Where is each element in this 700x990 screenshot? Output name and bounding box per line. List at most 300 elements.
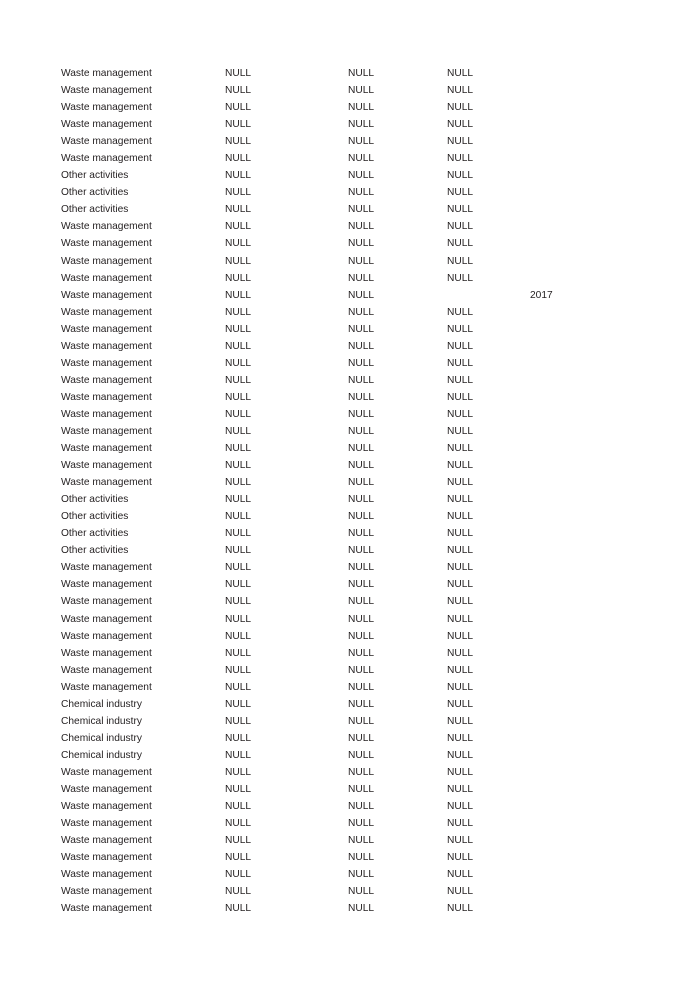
table-row[interactable]	[0, 253, 700, 270]
cell-value-2: NULL	[348, 136, 375, 148]
cell-value-4	[530, 372, 640, 389]
cell-value-2: NULL	[348, 408, 375, 420]
cell-value-2: NULL	[348, 119, 375, 131]
cell-value-2: NULL	[348, 528, 375, 540]
cell-value-2: NULL	[348, 340, 375, 352]
table-row[interactable]	[0, 866, 700, 883]
cell-value-2: NULL	[348, 511, 375, 523]
cell-spacer	[640, 525, 700, 542]
cell-value-4	[530, 218, 640, 235]
cell-value-2: NULL	[348, 255, 375, 267]
table-row[interactable]	[0, 423, 700, 440]
table-row[interactable]	[0, 474, 700, 491]
cell-category: Other activities	[61, 511, 129, 523]
table-row[interactable]	[0, 116, 700, 133]
cell-spacer	[640, 559, 700, 576]
cell-category: Waste management	[61, 340, 152, 352]
cell-spacer	[640, 474, 700, 491]
cell-spacer	[640, 576, 700, 593]
cell-value-3: NULL	[447, 170, 474, 182]
cell-value-3: NULL	[447, 596, 474, 608]
cell-spacer	[640, 849, 700, 866]
cell-spacer	[640, 781, 700, 798]
cell-category: Waste management	[61, 102, 152, 114]
cell-value-2: NULL	[348, 596, 375, 608]
cell-value-1: NULL	[225, 477, 252, 489]
cell-value-2: NULL	[348, 903, 375, 915]
cell-category: Other activities	[61, 545, 129, 557]
cell-value-1: NULL	[225, 238, 252, 250]
cell-value-3: NULL	[447, 715, 474, 727]
cell-spacer	[640, 798, 700, 815]
cell-category: Waste management	[61, 579, 152, 591]
data-table	[0, 65, 700, 917]
cell-value-4	[530, 491, 640, 508]
cell-spacer	[640, 883, 700, 900]
table-row[interactable]	[0, 82, 700, 99]
table-row[interactable]	[0, 235, 700, 252]
cell-value-2: NULL	[348, 153, 375, 165]
cell-value-2: NULL	[348, 801, 375, 813]
cell-spacer	[640, 65, 700, 82]
cell-value-3: NULL	[447, 255, 474, 267]
cell-value-4	[530, 99, 640, 116]
cell-spacer	[640, 542, 700, 559]
cell-value-3: NULL	[447, 801, 474, 813]
cell-value-4	[530, 525, 640, 542]
cell-value-4	[530, 628, 640, 645]
cell-category: Waste management	[61, 136, 152, 148]
cell-category: Waste management	[61, 613, 152, 625]
cell-category: Waste management	[61, 289, 152, 301]
cell-spacer	[640, 338, 700, 355]
cell-value-4	[530, 508, 640, 525]
cell-category: Waste management	[61, 766, 152, 778]
table-row[interactable]	[0, 440, 700, 457]
cell-spacer	[640, 457, 700, 474]
cell-value-1: NULL	[225, 818, 252, 830]
cell-spacer	[640, 218, 700, 235]
cell-spacer	[640, 389, 700, 406]
cell-value-4	[530, 184, 640, 201]
cell-value-3: NULL	[447, 681, 474, 693]
cell-value-4	[530, 167, 640, 184]
table-row[interactable]	[0, 287, 700, 304]
cell-category: Waste management	[61, 562, 152, 574]
cell-category: Waste management	[61, 425, 152, 437]
cell-value-4	[530, 235, 640, 252]
cell-spacer	[640, 628, 700, 645]
cell-category: Waste management	[61, 119, 152, 131]
cell-spacer	[640, 184, 700, 201]
cell-category: Waste management	[61, 391, 152, 403]
cell-value-3: NULL	[447, 562, 474, 574]
cell-value-2: NULL	[348, 238, 375, 250]
table-row[interactable]	[0, 781, 700, 798]
cell-spacer	[640, 900, 700, 917]
table-row[interactable]	[0, 218, 700, 235]
table-row[interactable]	[0, 747, 700, 764]
cell-category: Chemical industry	[61, 732, 142, 744]
table-row[interactable]	[0, 372, 700, 389]
table-row[interactable]	[0, 99, 700, 116]
cell-category: Chemical industry	[61, 698, 142, 710]
cell-category: Waste management	[61, 886, 152, 898]
cell-value-2: NULL	[348, 835, 375, 847]
cell-value-2: NULL	[348, 886, 375, 898]
cell-value-3: NULL	[447, 835, 474, 847]
cell-category: Waste management	[61, 323, 152, 335]
cell-value-1: NULL	[225, 715, 252, 727]
cell-category: Chemical industry	[61, 715, 142, 727]
table-row[interactable]	[0, 355, 700, 372]
cell-spacer	[640, 253, 700, 270]
cell-category: Waste management	[61, 357, 152, 369]
cell-spacer	[640, 696, 700, 713]
cell-value-2: NULL	[348, 425, 375, 437]
cell-value-2: NULL	[348, 170, 375, 182]
table-row[interactable]	[0, 491, 700, 508]
cell-value-4	[530, 781, 640, 798]
cell-value-4	[530, 798, 640, 815]
cell-spacer	[640, 866, 700, 883]
cell-value-2: NULL	[348, 102, 375, 114]
cell-category: Waste management	[61, 681, 152, 693]
cell-value-2: NULL	[348, 460, 375, 472]
table-row[interactable]	[0, 167, 700, 184]
cell-value-1: NULL	[225, 289, 252, 301]
cell-value-4	[530, 423, 640, 440]
table-row[interactable]	[0, 338, 700, 355]
cell-value-1: NULL	[225, 408, 252, 420]
cell-value-1: NULL	[225, 579, 252, 591]
cell-value-4	[530, 593, 640, 610]
cell-value-3: NULL	[447, 306, 474, 318]
cell-value-4	[530, 866, 640, 883]
cell-value-1: NULL	[225, 562, 252, 574]
cell-value-3: NULL	[447, 579, 474, 591]
table-row[interactable]	[0, 662, 700, 679]
cell-category: Other activities	[61, 187, 129, 199]
table-row[interactable]	[0, 525, 700, 542]
cell-category: Waste management	[61, 835, 152, 847]
cell-value-2: NULL	[348, 630, 375, 642]
cell-value-4	[530, 764, 640, 781]
table-row[interactable]	[0, 406, 700, 423]
cell-category: Waste management	[61, 460, 152, 472]
table-row[interactable]	[0, 815, 700, 832]
cell-value-3: NULL	[447, 204, 474, 216]
cell-value-1: NULL	[225, 511, 252, 523]
cell-value-2: NULL	[348, 374, 375, 386]
cell-category: Chemical industry	[61, 749, 142, 761]
cell-value-1: NULL	[225, 732, 252, 744]
cell-category: Waste management	[61, 85, 152, 97]
cell-value-2: NULL	[348, 698, 375, 710]
cell-value-1: NULL	[225, 443, 252, 455]
table-row[interactable]	[0, 559, 700, 576]
table-row[interactable]	[0, 730, 700, 747]
cell-value-1: NULL	[225, 749, 252, 761]
cell-spacer	[640, 355, 700, 372]
cell-category: Waste management	[61, 306, 152, 318]
cell-value-4	[530, 883, 640, 900]
cell-value-3: NULL	[447, 664, 474, 676]
cell-value-4	[530, 82, 640, 99]
table-row[interactable]	[0, 798, 700, 815]
cell-spacer	[640, 423, 700, 440]
cell-value-1: NULL	[225, 340, 252, 352]
table-row[interactable]	[0, 900, 700, 917]
cell-category: Waste management	[61, 630, 152, 642]
cell-value-1: NULL	[225, 783, 252, 795]
cell-spacer	[640, 713, 700, 730]
cell-spacer	[640, 235, 700, 252]
cell-value-3: NULL	[447, 545, 474, 557]
cell-value-2: NULL	[348, 664, 375, 676]
cell-category: Waste management	[61, 801, 152, 813]
cell-value-3: NULL	[447, 323, 474, 335]
table-row[interactable]	[0, 201, 700, 218]
cell-value-3: NULL	[447, 494, 474, 506]
cell-category: Other activities	[61, 204, 129, 216]
cell-value-2: NULL	[348, 766, 375, 778]
cell-category: Waste management	[61, 818, 152, 830]
cell-value-4	[530, 304, 640, 321]
cell-spacer	[640, 730, 700, 747]
cell-value-3	[447, 287, 530, 304]
cell-value-1: NULL	[225, 545, 252, 557]
cell-value-1: NULL	[225, 869, 252, 881]
cell-value-4	[530, 730, 640, 747]
cell-value-4	[530, 815, 640, 832]
cell-category: Other activities	[61, 528, 129, 540]
cell-value-1: NULL	[225, 323, 252, 335]
cell-value-2: NULL	[348, 187, 375, 199]
table-row[interactable]	[0, 184, 700, 201]
cell-value-3: NULL	[447, 477, 474, 489]
cell-spacer	[640, 645, 700, 662]
cell-value-1: NULL	[225, 647, 252, 659]
cell-value-2: NULL	[348, 289, 375, 301]
cell-category: Waste management	[61, 852, 152, 864]
table-row[interactable]	[0, 304, 700, 321]
cell-value-2: NULL	[348, 221, 375, 233]
cell-spacer	[640, 150, 700, 167]
cell-spacer	[640, 82, 700, 99]
table-row[interactable]	[0, 764, 700, 781]
cell-value-3: NULL	[447, 613, 474, 625]
table-row[interactable]	[0, 679, 700, 696]
cell-category: Waste management	[61, 869, 152, 881]
cell-category: Other activities	[61, 170, 129, 182]
cell-value-3: NULL	[447, 903, 474, 915]
cell-category: Waste management	[61, 647, 152, 659]
table-row[interactable]	[0, 389, 700, 406]
table-row[interactable]	[0, 321, 700, 338]
cell-spacer	[640, 815, 700, 832]
table-row[interactable]	[0, 150, 700, 167]
cell-category: Waste management	[61, 903, 152, 915]
table-row[interactable]	[0, 576, 700, 593]
cell-value-4	[530, 474, 640, 491]
cell-value-4	[530, 321, 640, 338]
cell-value-1: NULL	[225, 85, 252, 97]
cell-value-4	[530, 253, 640, 270]
cell-value-1: NULL	[225, 528, 252, 540]
cell-value-4	[530, 576, 640, 593]
cell-spacer	[640, 270, 700, 287]
cell-value-3: NULL	[447, 357, 474, 369]
cell-category: Waste management	[61, 238, 152, 250]
cell-value-3: NULL	[447, 460, 474, 472]
cell-value-4	[530, 747, 640, 764]
cell-value-3: NULL	[447, 852, 474, 864]
cell-value-3: NULL	[447, 187, 474, 199]
cell-value-2: NULL	[348, 357, 375, 369]
cell-spacer	[640, 167, 700, 184]
cell-value-1: NULL	[225, 613, 252, 625]
cell-spacer	[640, 116, 700, 133]
cell-value-3: NULL	[447, 136, 474, 148]
cell-value-1: NULL	[225, 255, 252, 267]
cell-value-4	[530, 696, 640, 713]
table-row[interactable]	[0, 645, 700, 662]
data-table-body	[0, 65, 700, 917]
cell-value-1: NULL	[225, 272, 252, 284]
cell-value-4	[530, 713, 640, 730]
cell-value-4	[530, 150, 640, 167]
cell-value-3: NULL	[447, 511, 474, 523]
cell-value-4	[530, 542, 640, 559]
cell-spacer	[640, 201, 700, 218]
cell-value-2: NULL	[348, 562, 375, 574]
cell-spacer	[640, 832, 700, 849]
table-row[interactable]	[0, 628, 700, 645]
cell-value-1: NULL	[225, 136, 252, 148]
cell-value-1: NULL	[225, 357, 252, 369]
cell-value-1: NULL	[225, 187, 252, 199]
cell-spacer	[640, 679, 700, 696]
cell-value-2: NULL	[348, 852, 375, 864]
cell-value-1: NULL	[225, 852, 252, 864]
cell-value-3: NULL	[447, 153, 474, 165]
table-row[interactable]	[0, 593, 700, 610]
cell-value-1: NULL	[225, 204, 252, 216]
table-row[interactable]	[0, 457, 700, 474]
cell-value-1: NULL	[225, 698, 252, 710]
cell-value-3: NULL	[447, 68, 474, 79]
table-row[interactable]	[0, 133, 700, 150]
cell-value-3: NULL	[447, 869, 474, 881]
cell-value-2: NULL	[348, 306, 375, 318]
table-row[interactable]	[0, 713, 700, 730]
cell-value-3: NULL	[447, 630, 474, 642]
cell-value-1: NULL	[225, 306, 252, 318]
cell-value-3: NULL	[447, 886, 474, 898]
cell-value-4	[530, 832, 640, 849]
cell-value-4	[530, 116, 640, 133]
cell-value-3: NULL	[447, 102, 474, 114]
cell-value-1: NULL	[225, 102, 252, 114]
cell-value-4	[530, 645, 640, 662]
cell-value-3: NULL	[447, 698, 474, 710]
cell-value-2: NULL	[348, 647, 375, 659]
cell-value-1: NULL	[225, 221, 252, 233]
cell-value-3: NULL	[447, 408, 474, 420]
cell-value-1: NULL	[225, 494, 252, 506]
table-row[interactable]	[0, 883, 700, 900]
cell-value-1: NULL	[225, 630, 252, 642]
cell-value-1: NULL	[225, 460, 252, 472]
cell-value-1: NULL	[225, 391, 252, 403]
table-row[interactable]	[0, 65, 700, 82]
cell-value-3: NULL	[447, 647, 474, 659]
cell-value-3: NULL	[447, 221, 474, 233]
cell-value-2: NULL	[348, 715, 375, 727]
cell-category: Waste management	[61, 153, 152, 165]
cell-value-2: NULL	[348, 494, 375, 506]
cell-spacer	[640, 287, 700, 304]
table-row[interactable]	[0, 542, 700, 559]
cell-value-3: NULL	[447, 425, 474, 437]
table-row[interactable]	[0, 696, 700, 713]
cell-value-2: NULL	[348, 443, 375, 455]
cell-value-3: NULL	[447, 391, 474, 403]
cell-value-1: NULL	[225, 801, 252, 813]
cell-spacer	[640, 764, 700, 781]
cell-spacer	[640, 508, 700, 525]
cell-spacer	[640, 747, 700, 764]
cell-spacer	[640, 440, 700, 457]
cell-value-3: NULL	[447, 783, 474, 795]
cell-value-2: NULL	[348, 323, 375, 335]
cell-value-4	[530, 559, 640, 576]
cell-spacer	[640, 611, 700, 628]
cell-value-1: NULL	[225, 681, 252, 693]
cell-category: Waste management	[61, 443, 152, 455]
cell-value-4	[530, 679, 640, 696]
table-row[interactable]	[0, 270, 700, 287]
cell-category: Waste management	[61, 374, 152, 386]
cell-value-3: NULL	[447, 272, 474, 284]
table-row[interactable]	[0, 611, 700, 628]
cell-value-3: NULL	[447, 732, 474, 744]
cell-value-1: NULL	[225, 119, 252, 131]
cell-value-4	[530, 338, 640, 355]
cell-category: Waste management	[61, 272, 152, 284]
cell-value-1: NULL	[225, 664, 252, 676]
cell-value-1: NULL	[225, 835, 252, 847]
table-row[interactable]	[0, 849, 700, 866]
cell-category: Waste management	[61, 783, 152, 795]
cell-spacer	[640, 321, 700, 338]
cell-value-4	[530, 389, 640, 406]
cell-value-4	[530, 440, 640, 457]
cell-value-3: NULL	[447, 238, 474, 250]
cell-value-4	[530, 270, 640, 287]
cell-value-4	[530, 611, 640, 628]
cell-category: Waste management	[61, 221, 152, 233]
cell-value-3: NULL	[447, 528, 474, 540]
cell-category: Other activities	[61, 494, 129, 506]
cell-value-3: NULL	[447, 340, 474, 352]
cell-category: Waste management	[61, 408, 152, 420]
cell-value-3: NULL	[447, 749, 474, 761]
table-row[interactable]	[0, 508, 700, 525]
table-row[interactable]	[0, 832, 700, 849]
cell-value-3: NULL	[447, 443, 474, 455]
